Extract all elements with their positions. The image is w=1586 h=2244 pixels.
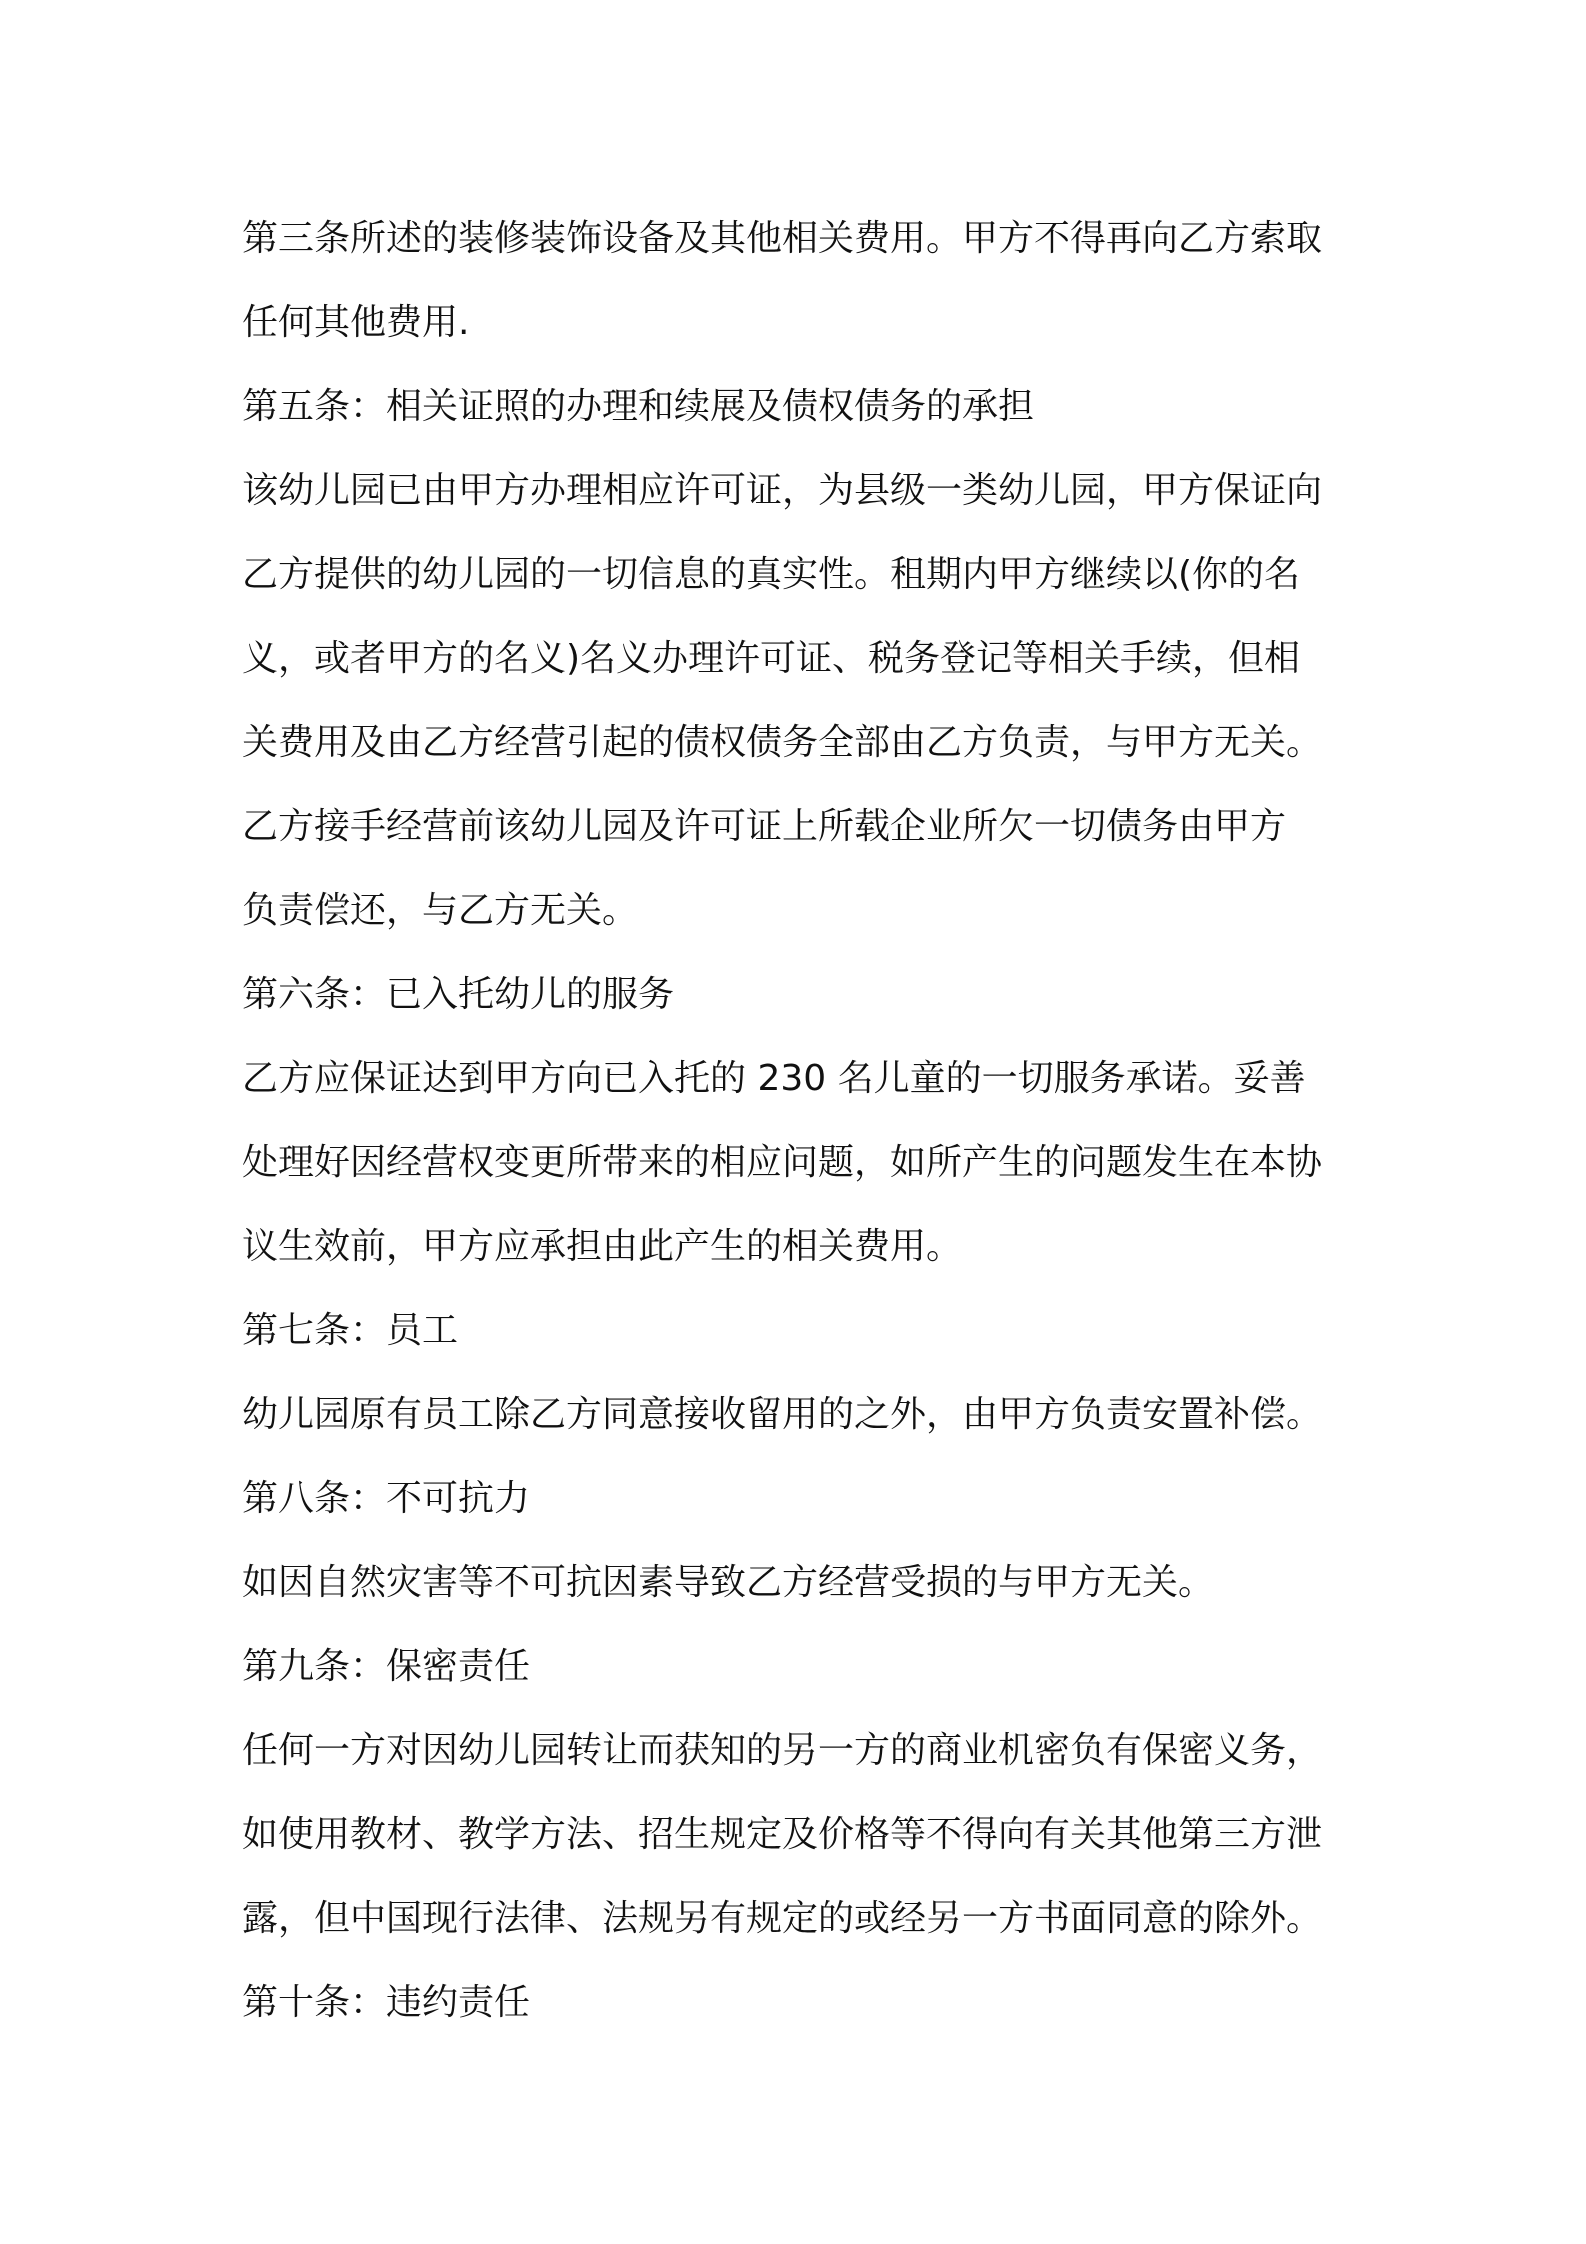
paragraph-line: 幼儿园原有员工除乙方同意接收留用的之外，由甲方负责安置补偿。: [242, 1394, 1323, 1435]
paragraph-line: 负责偿还，与乙方无关。: [242, 890, 639, 931]
paragraph-line: 第三条所述的装修装饰设备及其他相关费用。甲方不得再向乙方索取: [242, 218, 1323, 259]
paragraph-line: 如因自然灾害等不可抗因素导致乙方经营受损的与甲方无关。: [242, 1562, 1215, 1603]
paragraph-line: 任何其他费用.: [242, 302, 470, 343]
paragraph-line: 乙方应保证达到甲方向已入托的 230 名儿童的一切服务承诺。妥善: [242, 1058, 1306, 1099]
paragraph-line: 乙方接手经营前该幼儿园及许可证上所载企业所欠一切债务由甲方: [242, 806, 1287, 847]
article-heading: 第六条：已入托幼儿的服务: [242, 974, 675, 1015]
paragraph-line: 处理好因经营权变更所带来的相应问题，如所产生的问题发生在本协: [242, 1142, 1323, 1183]
article-heading: 第五条：相关证照的办理和续展及债权债务的承担: [242, 386, 1035, 427]
paragraph-line: 义，或者甲方的名义)名义办理许可证、税务登记等相关手续，但相: [242, 638, 1301, 679]
paragraph-line: 露，但中国现行法律、法规另有规定的或经另一方书面同意的除外。: [242, 1898, 1323, 1939]
article-heading: 第八条：不可抗力: [242, 1478, 531, 1519]
article-heading: 第七条：员工: [242, 1310, 459, 1351]
document-body: [242, 197, 1362, 2045]
article-heading: 第九条：保密责任: [242, 1646, 531, 1687]
paragraph-line: 如使用教材、教学方法、招生规定及价格等不得向有关其他第三方泄: [242, 1814, 1323, 1855]
paragraph-line: 关费用及由乙方经营引起的债权债务全部由乙方负责，与甲方无关。: [242, 722, 1323, 763]
paragraph-line: 该幼儿园已由甲方办理相应许可证，为县级一类幼儿园，甲方保证向: [242, 470, 1323, 511]
paragraph-line: 议生效前，甲方应承担由此产生的相关费用。: [242, 1226, 963, 1267]
paragraph-line: 乙方提供的幼儿园的一切信息的真实性。租期内甲方继续以(你的名: [242, 554, 1301, 595]
paragraph-line: 任何一方对因幼儿园转让而获知的另一方的商业机密负有保密义务，: [242, 1730, 1323, 1771]
article-heading: 第十条：违约责任: [242, 1982, 531, 2023]
